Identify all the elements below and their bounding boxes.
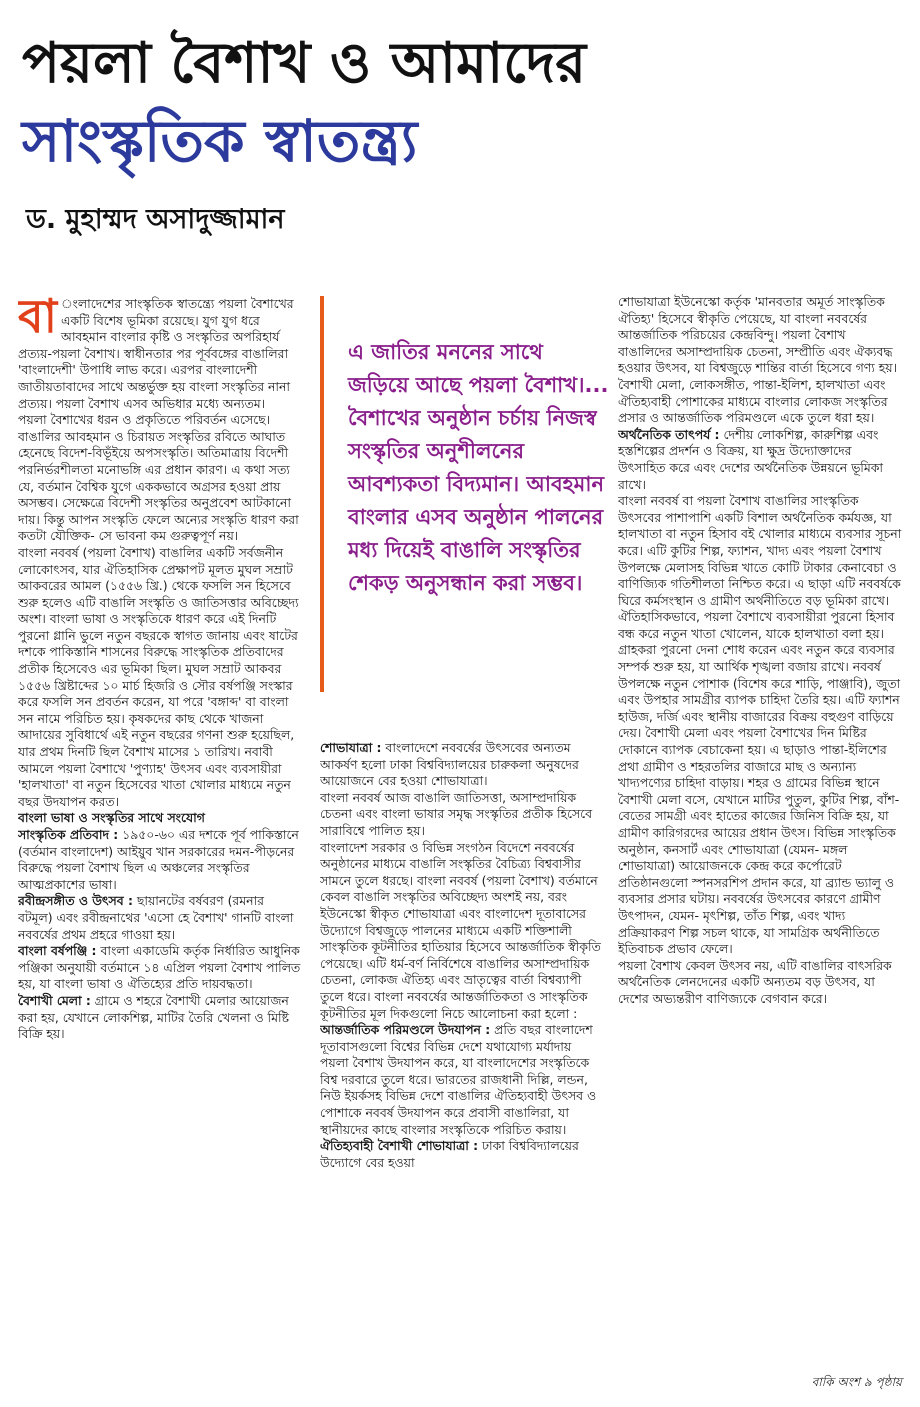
headline-subtitle: সাংস্কৃতিক স্বাতন্ত্র্য — [22, 107, 418, 175]
paragraph-text: ১৯৫০-৬০ এর দশকে পূর্ব পাকিস্তানে (বর্তমান বাংলাদেশ) আইয়ুব খান সরকারের দমন-পীড়নের বিরুদ্ধে পয়লা বৈশাখ ছিল এ অঞ্চলের সংস্কৃতির আত্মপ্রকাশের ভাষা। — [18, 827, 299, 892]
paragraph-text: দেশীয় লোকশিল্প, কারুশিল্প এবং হস্তশিল্পের প্রদর্শন ও বিক্রয়, যা ক্ষুদ্র উদ্যোক্তাদের উৎসাহিত করে এবং দেশের অর্থনৈতিক উন্নয়নে ভূমিকা রাখে। — [618, 426, 883, 492]
subheading: অর্থনৈতিক তাৎপর্য : — [618, 426, 720, 442]
article-column-2 — [320, 740, 602, 1392]
paragraph-text: ংলাদেশের সাংস্কৃতিক স্বাতন্ত্র্যে পয়লা বৈশাখের একটি বিশেষ ভূমিকা রয়েছে। যুগ যুগ ধরে আবহমান বাংলার কৃষ্টি ও সংস্কৃতির অপরিহার্য প্রত্যয়-পয়লা বৈশাখ। স্বাধীনতার পর পূর্ববঙ্গের বাঙালিরা 'বাংলাদেশী' উপাধি লাভ করে। এরপর বাংলাদেশী জাতীয়তাবাদের সাথে অন্তর্ভুক্ত হয় বাংলা সংস্কৃতির নানা প্রত্যয়। পয়লা বৈশাখ এসব অভিধার মধ্যে অন্যতম। — [18, 296, 294, 411]
paragraph-text: বাংলা একাডেমি কর্তৃক নির্ধারিত আধুনিক পঞ্জিকা অনুযায়ী বর্তমানে ১৪ এপ্রিল পয়লা বৈশাখ পালিত হয়, যা বাংলা ভাষা ও ঐতিহ্যের প্রতি দায়বদ্ধতা। — [18, 943, 301, 992]
author-byline: ড. মুহাম্মদ অসাদুজ্জামান — [26, 204, 285, 235]
paragraph-text: গ্রামে ও শহরে বৈশাখী মেলার আয়োজন করা হয়, যেখানে লোকশিল্প, মাটির তৈরি খেলনা ও মিষ্টি বিক্রি হয়। — [18, 992, 289, 1042]
article-column-1 — [18, 296, 302, 1392]
paragraph — [18, 827, 302, 893]
paragraph: পয়লা বৈশাখের ধরন ও প্রকৃতিতে পরিবর্তন এসেছে। বাঙালির আবহমান ও চিরায়ত সংস্কৃতির রবিতে আঘাত হেনেছে বিদেশ-বিভূঁইয়ে অপসংস্কৃতি। অতিমাত্রায় বিদেশী পরনির্ভরশীলতা মনোভঙ্গি এর প্রধান কারণ। এ কথা সত্য যে, বর্তমান বৈশ্বিক যুগে এককভাবে অগ্রসর হওয়া প্রায় অসম্ভব। সেক্ষেত্রে বিদেশী সংস্কৃতির অনুপ্রবেশ আটকানো দায়। কিন্তু আপন সংস্কৃতি ফেলে অন্যের সংস্কৃতি ধারণ করা কতটা যৌক্তিক- সে ভাবনা কম গুরুত্বপূর্ণ নয়। — [18, 412, 299, 544]
paragraph: বাংলা নববর্ষ বা পয়লা বৈশাখ বাঙালির সাংস্কৃতিক উৎসবের পাশাপাশি একটি বিশাল অর্থনৈতিক কর্মযজ্ঞ, যা হালখাতা বা নতুন হিসাব বই খোলার মাধ্যমে ব্যবসার সূচনা করে। এটি কুটির শিল্প, ফ্যাশন, খাদ্য এবং পয়লা বৈশাখ উপলক্ষে মেলাসহ বিভিন্ন খাতে কোটি টাকার কেনাবেচা ও বাণিজ্যিক গতিশীলতা নিশ্চিত করে। এ ছাড়া এটি নববর্ষকে ঘিরে কর্মসংস্থান ও গ্রামীণ অর্থনীতিতে বড় ভূমিকা রাখে। — [618, 493, 902, 608]
paragraph-intro — [18, 296, 302, 412]
paragraph-text: ছায়ানটের বর্ষবরণ (রমনার বটমূল) এবং রবীন্দ্রনাথের 'এসো হে বৈশাখ' গানটি বাংলা নববর্ষের প্রথম প্রহরে গাওয়া হয়। — [18, 893, 294, 942]
paragraph — [18, 993, 302, 1043]
subheading: আন্তর্জাতিক পরিমণ্ডলে উদযাপন : — [320, 1022, 491, 1038]
paragraph — [320, 1138, 602, 1171]
drop-cap: বা — [18, 296, 57, 343]
article-column-3 — [618, 294, 902, 1364]
subheading: শোভাযাত্রা : — [320, 740, 382, 755]
paragraph — [320, 1022, 602, 1138]
paragraph: বাংলা নববর্ষ আজ বাঙালি জাতিসত্তা, অসাম্প্রদায়িক চেতনা এবং বাংলা ভাষার সমৃদ্ধ সংস্কৃতির প্রতীক হিসেবে সারাবিশ্বে পালিত হয়। — [320, 789, 593, 838]
paragraph: বাংলাদেশ সরকার ও বিভিন্ন সংগঠন বিদেশে নববর্ষের অনুষ্ঠানের মাধ্যমে বাঙালি সংস্কৃতির বৈচিত্র্য বিশ্ববাসীর সামনে তুলে ধরছে। বাংলা নববর্ষ (পয়লা বৈশাখ) বর্তমানে কেবল বাঙালি সংস্কৃতির অবিচ্ছেদ্য অংশই নয়, বরং ইউনেস্কো স্বীকৃত শোভাযাত্রা এবং বাংলাদেশ দূতাবাসের উদ্যোগে বিশ্বজুড়ে পালনের মাধ্যমে একটি শক্তিশালী সাংস্কৃতিক কূটনীতির হাতিয়ার হিসেবে আন্তর্জাতিক স্বীকৃতি পেয়েছে। এটি ধর্ম-বর্ণ নির্বিশেষে বাঙালির অসাম্প্রদায়িক চেতনা, লোকজ ঐতিহ্য এবং ভ্রাতৃত্বের বার্তা বিশ্বব্যাপী তুলে ধরে। বাংলা নববর্ষের আন্তর্জাতিকতা ও সাংস্কৃতিক কূটনীতির মূল দিকগুলো নিচে আলোচনা করা হলো : — [320, 839, 601, 1021]
section-heading: বাংলা ভাষা ও সংস্কৃতির সাথে সংযোগ — [18, 810, 205, 826]
paragraph — [320, 740, 602, 790]
pull-quote-rule — [320, 296, 324, 692]
paragraph — [618, 427, 902, 493]
paragraph — [18, 893, 302, 943]
paragraph: শোভাযাত্রা ইউনেস্কো কর্তৃক 'মানবতার অমূর্ত সাংস্কৃতিক ঐতিহ্য' হিসেবে স্বীকৃতি পেয়েছে, যা বাংলা নববর্ষের আন্তর্জাতিক পরিচয়ের কেন্দ্রবিন্দু। পয়লা বৈশাখ বাঙালিদের অসাম্প্রদায়িক চেতনা, সম্প্রীতি এবং ঐক্যবদ্ধ হওয়ার উৎসব, যা বিশ্বজুড়ে শান্তির বার্তা হিসেবে গণ্য হয়। বৈশাখী মেলা, লোকসঙ্গীত, পান্তা-ইলিশ, হালখাতা এবং ঐতিহ্যবাহী পোশাকের মাধ্যমে বাংলার লোকজ সংস্কৃতির প্রসার ও আন্তর্জাতিক পরিমণ্ডলে একে তুলে ধরা হয়। — [618, 294, 898, 426]
continued-note: বাকি অংশ ৯ পৃষ্ঠায় — [811, 1375, 902, 1389]
paragraph: বাংলা নববর্ষ (পয়লা বৈশাখ) বাঙালির একটি সর্বজনীন লোকোৎসব, যার ঐতিহাসিক প্রেক্ষাপট মূলত মুঘল সম্রাট আকবরের আমল (১৫৫৬ খ্রি.) থেকে ফসলি সন হিসেবে শুরু হলেও এটি বাঙালি সংস্কৃতি ও জাতিসত্তার অবিচ্ছেদ্য অংশ। বাংলা ভাষা ও সংস্কৃতিকে ধারণ করে এই দিনটি পুরনো গ্লানি ভুলে নতুন বছরকে স্বাগত জানায় এবং ষাটের দশকে পাকিস্তানি শাসনের বিরুদ্ধে সাংস্কৃতিক প্রতিবাদের প্রতীক হিসেবেও এর ভূমিকা ছিল। মুঘল সম্রাট আকবর ১৫৫৬ খ্রিষ্টাব্দের ১০ মার্চ হিজরি ও সৌর বর্ষপঞ্জি সংস্কার করে ফসলি সন প্রবর্তন করেন, যা পরে 'বঙ্গাব্দ' বা বাংলা সন নামে পরিচিত হয়। কৃষকদের কাছ থেকে খাজনা আদায়ের সুবিধার্থে এই নতুন বছরের গণনা শুরু হয়েছিল, যার প্রথম দিনটি ছিল বৈশাখ মাসের ১ তারিখ। নবাবী আমলে পয়লা বৈশাখে 'পুণ্যাহ' উৎসব এবং ব্যবসায়ীরা 'হালখাতা' বা নতুন হিসেবের খাতা খোলার মাধ্যমে নতুন বছর উদযাপন করত। — [18, 544, 299, 809]
subheading: সাংস্কৃতিক প্রতিবাদ : — [18, 827, 119, 842]
paragraph — [18, 943, 302, 993]
headline: পয়লা বৈশাখ ও আমাদের — [22, 31, 587, 96]
paragraph-text: ঢাকা বিশ্ববিদ্যালয়ের উদ্যোগে বের হওয়া — [320, 1138, 579, 1170]
paragraph-text: প্রতি বছর বাংলাদেশ দূতাবাসগুলো বিশ্বের বিভিন্ন দেশে যথাযোগ্য মর্যাদায় পয়লা বৈশাখ উদযাপন করে, যা বাংলাদেশের সংস্কৃতিকে বিশ্ব দরবারে তুলে ধরে। ভারতের রাজধানী দিল্লি, লন্ডন, নিউ ইয়র্কসহ বিভিন্ন দেশে বাঙালির ঐতিহ্যবাহী উৎসব ও পোশাকে নববর্ষ উদযাপন করে প্রবাসী বাঙালিরা, যা স্থানীয়দের কাছে বাংলার সংস্কৃতিকে পরিচিত করায়। — [320, 1022, 597, 1137]
paragraph: পয়লা বৈশাখ কেবল উৎসব নয়, এটি বাঙালির বাৎসরিক অর্থনৈতিক লেনদেনের একটি অন্যতম বড় উৎসব, যা দেশের অভ্যন্তরীণ বাণিজ্যকে বেগবান করে। — [618, 957, 892, 1006]
subheading: রবীন্দ্রসঙ্গীত ও উৎসব : — [18, 893, 133, 909]
subheading: বাংলা বর্ষপঞ্জি : — [18, 943, 97, 959]
subheading: ঐতিহ্যবাহী বৈশাখী শোভাযাত্রা : — [320, 1138, 479, 1154]
pull-quote: এ জাতির মননের সাথে জড়িয়ে আছে পয়লা বৈশাখ।... বৈশাখের অনুষ্ঠান চর্চায় নিজস্ব সংস্কৃতির অনুশীলনের আবশ্যকতা বিদ্যমান। আবহমান বাংলার এসব অনুষ্ঠান পালনের মধ্য দিয়েই বাঙালি সংস্কৃতির শেকড় অনুসন্ধান করা সম্ভব। — [348, 340, 609, 595]
paragraph-text: বাংলাদেশে নববর্ষের উৎসবের অন্যতম আকর্ষণ হলো ঢাকা বিশ্ববিদ্যালয়ের চারুকলা অনুষদের আয়োজনে বের হওয়া শোভাযাত্রা। — [320, 740, 579, 789]
paragraph: ঐতিহাসিকভাবে, পয়লা বৈশাখে ব্যবসায়ীরা পুরনো হিসাব বন্ধ করে নতুন খাতা খোলেন, যাকে হালখাতা বলা হয়। গ্রাহকরা পুরনো দেনা শোধ করেন এবং নতুন করে ব্যবসার সম্পর্ক শুরু হয়, যা আর্থিক শৃঙ্খলা বজায় রাখে। নববর্ষ উপলক্ষে নতুন পোশাক (বিশেষ করে শাড়ি, পাঞ্জাবি), জুতা এবং উপহার সামগ্রীর ব্যাপক চাহিদা তৈরি হয়। এটি ফ্যাশন হাউজ, দর্জি এবং স্থানীয় বাজারের বিক্রয় বহুগুণ বাড়িয়ে দেয়। বৈশাখী মেলা এবং পয়লা বৈশাখের দিন মিষ্টির দোকানে ব্যাপক বেচাকেনা হয়। এ ছাড়াও পান্তা-ইলিশের প্রথা গ্রামীণ ও শহরতলির বাজারে মাছ ও অন্যান্য খাদ্যপণ্যের চাহিদা বাড়ায়। শহর ও গ্রামের বিভিন্ন স্থানে বৈশাখী মেলা বসে, যেখানে মাটির পুতুল, কুটির শিল্প, বাঁশ-বেতের সামগ্রী এবং হাতের কাজের জিনিস বিক্রি হয়, যা গ্রামীণ কারিগরদের আয়ের প্রধান উৎস। বিভিন্ন সাংস্কৃতিক অনুষ্ঠান, কনসার্ট এবং শোভাযাত্রা (যেমন- মঙ্গল শোভাযাত্রা) আয়োজনকে কেন্দ্র করে কর্পোরেট প্রতিষ্ঠানগুলো স্পনসরশিপ প্রদান করে, যা ব্র্যান্ড ভ্যালু ও ব্যবসার প্রসার ঘটায়। নববর্ষের উৎসবের কারণে গ্রামীণ উৎপাদন, যেমন- মৃৎশিল্প, তাঁত শিল্প, এবং খাদ্য প্রক্রিয়াকরণ শিল্প সচল থাকে, যা সামগ্রিক অর্থনীতিতে ইতিবাচক প্রভাব ফেলে। — [618, 609, 901, 957]
subheading: বৈশাখী মেলা : — [18, 992, 91, 1008]
